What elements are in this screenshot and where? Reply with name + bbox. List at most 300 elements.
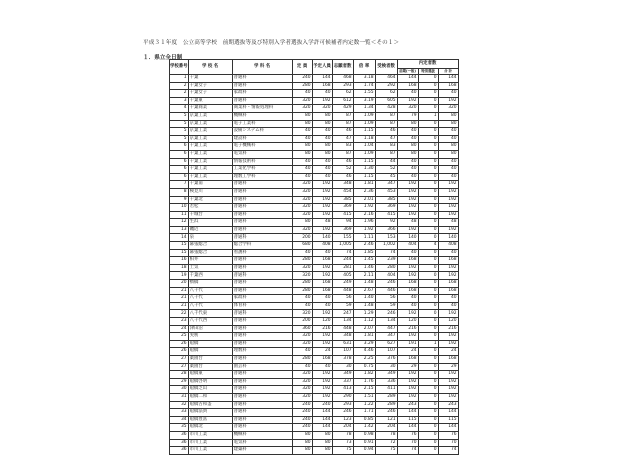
- cell-department: 工業化学科: [232, 166, 292, 174]
- cell-school-name: 市川工業: [188, 431, 232, 439]
- cell-offers-special: 0: [418, 226, 438, 234]
- cell-offers-special: 0: [418, 196, 438, 204]
- cell-offers-total: 192: [438, 97, 458, 105]
- cell-applicants: 612: [332, 97, 353, 105]
- cell-planned: 40: [312, 249, 332, 257]
- header-school-number: 学校番号: [170, 60, 189, 75]
- cell-department: 普通科: [232, 211, 292, 219]
- cell-applicants: 62: [332, 90, 353, 98]
- table-row: [170, 226, 459, 234]
- cell-offers-general: 191: [397, 340, 418, 348]
- cell-school-name: 若松: [188, 204, 232, 212]
- cell-capacity: 240: [292, 409, 312, 417]
- cell-offers-special: 0: [418, 90, 438, 98]
- cell-school-name: 検見川: [188, 188, 232, 196]
- cell-offers-general: 40: [397, 302, 418, 310]
- cell-ratio: 1.15: [353, 173, 375, 181]
- cell-school-number: 36: [170, 439, 189, 447]
- cell-offers-special: 0: [418, 439, 438, 447]
- cell-department: 普通科: [232, 340, 292, 348]
- cell-planned: 40: [312, 166, 332, 174]
- cell-examinees: 153: [375, 234, 397, 242]
- cell-capacity: 320: [292, 272, 312, 280]
- cell-department: 普通科: [232, 401, 292, 409]
- cell-applicants: 47: [332, 135, 353, 143]
- cell-offers-general: 192: [397, 211, 418, 219]
- cell-offers-total: 76: [438, 431, 458, 439]
- cell-department: 家政科: [232, 295, 292, 303]
- cell-examinees: 75: [375, 447, 397, 455]
- cell-applicants: 30: [332, 363, 353, 371]
- cell-applicants: 249: [332, 280, 353, 288]
- table-row: [170, 181, 459, 189]
- cell-examinees: 605: [375, 97, 397, 105]
- cell-offers-general: 320: [397, 105, 418, 113]
- cell-offers-special: 0: [418, 211, 438, 219]
- cell-school-number: 35: [170, 424, 189, 432]
- cell-examinees: 62: [375, 90, 397, 98]
- table-row: [170, 424, 459, 432]
- cell-offers-special: 0: [418, 97, 438, 105]
- cell-applicants: 349: [332, 371, 353, 379]
- cell-offers-general: 192: [397, 196, 418, 204]
- cell-school-number: 7: [170, 181, 189, 189]
- cell-examinees: 404: [375, 272, 397, 280]
- table-row: [170, 439, 459, 447]
- cell-planned: 168: [312, 280, 332, 288]
- table-row: [170, 257, 459, 265]
- cell-applicants: 107: [332, 348, 353, 356]
- cell-ratio: 1.48: [353, 280, 375, 288]
- cell-applicants: 134: [332, 318, 353, 326]
- cell-applicants: 46: [332, 128, 353, 136]
- cell-capacity: 80: [292, 219, 312, 227]
- cell-school-number: 11: [170, 211, 189, 219]
- cell-examinees: 464: [375, 75, 397, 83]
- cell-department: 普通科: [232, 188, 292, 196]
- table-row: [170, 348, 459, 356]
- cell-school-name: 船橋法典: [188, 409, 232, 417]
- cell-planned: 80: [312, 447, 332, 455]
- cell-capacity: 280: [292, 355, 312, 363]
- cell-planned: 140: [312, 234, 332, 242]
- table-row: [170, 333, 459, 341]
- cell-department: 情報技術科: [232, 158, 292, 166]
- cell-school-number: 22: [170, 310, 189, 318]
- cell-department: 体育科: [232, 302, 292, 310]
- cell-school-name: 船橋二和: [188, 393, 232, 401]
- cell-school-name: 千葉: [188, 75, 232, 83]
- header-examinees: 受検者数: [375, 60, 397, 75]
- cell-applicants: 348: [332, 181, 353, 189]
- cell-examinees: 289: [375, 401, 397, 409]
- table-row: [170, 196, 459, 204]
- table-row: [170, 371, 459, 379]
- cell-department: 普通科: [232, 318, 292, 326]
- cell-capacity: 320: [292, 226, 312, 234]
- cell-offers-special: 0: [418, 325, 438, 333]
- cell-examinees: 446: [375, 287, 397, 295]
- cell-planned: 192: [312, 204, 332, 212]
- cell-planned: 40: [312, 135, 332, 143]
- cell-school-name: 船橋北: [188, 424, 232, 432]
- cell-school-name: 泉: [188, 234, 232, 242]
- cell-offers-special: 0: [418, 234, 438, 242]
- cell-offers-special: 0: [418, 295, 438, 303]
- cell-ratio: 1.55: [353, 90, 375, 98]
- cell-offers-total: 192: [438, 188, 458, 196]
- cell-offers-general: 80: [397, 143, 418, 151]
- cell-department: 普通科: [232, 333, 292, 341]
- cell-examinees: 453: [375, 188, 397, 196]
- cell-department: 総合学科: [232, 242, 292, 250]
- header-offers-special: 特別選抜: [418, 69, 438, 75]
- cell-offers-total: 24: [438, 348, 458, 356]
- cell-examinees: 376: [375, 355, 397, 363]
- cell-school-name: 柏井: [188, 257, 232, 265]
- cell-planned: 80: [312, 120, 332, 128]
- cell-offers-total: 115: [438, 416, 458, 424]
- table-row: [170, 128, 459, 136]
- cell-offers-general: 192: [397, 371, 418, 379]
- cell-offers-general: 168: [397, 257, 418, 265]
- cell-capacity: 80: [292, 431, 312, 439]
- cell-capacity: 320: [292, 204, 312, 212]
- cell-school-name: 千葉工業: [188, 158, 232, 166]
- cell-department: 商業科・情報処理科: [232, 105, 292, 113]
- cell-offers-total: 192: [438, 386, 458, 394]
- cell-offers-total: 168: [438, 287, 458, 295]
- cell-school-name: 磯辺: [188, 226, 232, 234]
- table-row: [170, 401, 459, 409]
- cell-school-number: 21: [170, 287, 189, 295]
- cell-offers-general: 80: [397, 120, 418, 128]
- cell-school-name: 市川工業: [188, 447, 232, 455]
- cell-offers-special: 0: [418, 143, 438, 151]
- cell-planned: 48: [312, 219, 332, 227]
- cell-examinees: 44: [375, 158, 397, 166]
- cell-offers-total: 80: [438, 143, 458, 151]
- cell-planned: 192: [312, 272, 332, 280]
- cell-capacity: 200: [292, 234, 312, 242]
- cell-school-name: 千葉南: [188, 181, 232, 189]
- cell-planned: 40: [312, 90, 332, 98]
- table-row: [170, 363, 459, 371]
- cell-examinees: 30: [375, 363, 397, 371]
- table-row: [170, 234, 459, 242]
- cell-offers-general: 192: [397, 310, 418, 318]
- header-capacity: 定 員: [292, 60, 312, 75]
- cell-offers-general: 120: [397, 318, 418, 326]
- cell-ratio: 2.15: [353, 386, 375, 394]
- cell-offers-special: 0: [418, 264, 438, 272]
- header-offers-general: 前期(一般): [397, 69, 418, 75]
- cell-ratio: 1.96: [353, 219, 375, 227]
- cell-offers-general: 40: [397, 135, 418, 143]
- cell-applicants: 413: [332, 386, 353, 394]
- table-row: [170, 173, 459, 181]
- cell-school-name: 千葉商業: [188, 105, 232, 113]
- cell-capacity: 360: [292, 325, 312, 333]
- cell-offers-total: 144: [438, 424, 458, 432]
- cell-offers-total: 192: [438, 371, 458, 379]
- cell-department: 普通科: [232, 257, 292, 265]
- cell-offers-special: 0: [418, 424, 438, 432]
- cell-department: 普通科: [232, 226, 292, 234]
- cell-school-name: 千葉東: [188, 97, 232, 105]
- cell-examinees: 428: [375, 105, 397, 113]
- cell-school-name: 薬園台: [188, 363, 232, 371]
- cell-offers-general: 144: [397, 424, 418, 432]
- cell-planned: 40: [312, 363, 332, 371]
- cell-capacity: 320: [292, 211, 312, 219]
- cell-examinees: 47: [375, 135, 397, 143]
- cell-ratio: 1.34: [353, 105, 375, 113]
- cell-school-number: 32: [170, 401, 189, 409]
- cell-department: 電気科: [232, 150, 292, 158]
- cell-offers-general: 168: [397, 355, 418, 363]
- cell-school-number: 29: [170, 378, 189, 386]
- cell-offers-general: 192: [397, 181, 418, 189]
- cell-capacity: 320: [292, 310, 312, 318]
- cell-applicants: 337: [332, 378, 353, 386]
- cell-offers-total: 40: [438, 249, 458, 257]
- cell-examinees: 246: [375, 310, 397, 318]
- cell-offers-general: 144: [397, 75, 418, 83]
- cell-offers-total: 192: [438, 226, 458, 234]
- cell-planned: 192: [312, 310, 332, 318]
- cell-offers-special: 0: [418, 447, 438, 455]
- cell-department: 普通科: [232, 204, 292, 212]
- cell-department: 普通科: [232, 409, 292, 417]
- cell-department: 普通科: [232, 97, 292, 105]
- cell-planned: 80: [312, 112, 332, 120]
- cell-offers-general: 168: [397, 287, 418, 295]
- cell-planned: 320: [312, 105, 332, 113]
- header-ratio: 倍 率: [353, 60, 375, 75]
- cell-planned: 192: [312, 264, 332, 272]
- document-title: 平成３１年度 公立高等学校 前期選抜等及び特別入学者選抜入学許可候補者内定数一覧＜その１＞: [143, 40, 400, 46]
- cell-school-name: 千城台: [188, 211, 232, 219]
- cell-offers-special: 0: [418, 166, 438, 174]
- cell-capacity: 320: [292, 264, 312, 272]
- cell-examinees: 52: [375, 166, 397, 174]
- cell-offers-general: 74: [397, 447, 418, 455]
- cell-offers-total: 408: [438, 242, 458, 250]
- cell-offers-total: 192: [438, 340, 458, 348]
- table-row: [170, 272, 459, 280]
- cell-ratio: 1.40: [353, 295, 375, 303]
- cell-ratio: 3.18: [353, 75, 375, 83]
- table-row: [170, 431, 459, 439]
- cell-offers-total: 192: [438, 181, 458, 189]
- cell-school-name: 八千代: [188, 295, 232, 303]
- cell-capacity: 320: [292, 340, 312, 348]
- cell-applicants: 385: [332, 196, 353, 204]
- cell-offers-special: 0: [418, 173, 438, 181]
- cell-offers-general: 192: [397, 333, 418, 341]
- cell-planned: 192: [312, 386, 332, 394]
- cell-school-name: 土気: [188, 264, 232, 272]
- table-row: [170, 416, 459, 424]
- cell-examinees: 83: [375, 143, 397, 151]
- cell-offers-total: 192: [438, 310, 458, 318]
- cell-capacity: 320: [292, 393, 312, 401]
- cell-offers-general: 243: [397, 401, 418, 409]
- cell-department: 普通科: [232, 325, 292, 333]
- cell-offers-general: 192: [397, 97, 418, 105]
- cell-applicants: 247: [332, 310, 353, 318]
- cell-examinees: 87: [375, 150, 397, 158]
- cell-school-number: 6: [170, 158, 189, 166]
- cell-examinees: 72: [375, 439, 397, 447]
- cell-offers-total: 192: [438, 204, 458, 212]
- cell-capacity: 40: [292, 135, 312, 143]
- table-row: [170, 393, 459, 401]
- cell-examinees: 347: [375, 333, 397, 341]
- cell-school-number: 27: [170, 355, 189, 363]
- cell-offers-general: 192: [397, 204, 418, 212]
- cell-offers-general: 70: [397, 439, 418, 447]
- cell-offers-special: 0: [418, 431, 438, 439]
- cell-capacity: 240: [292, 75, 312, 83]
- cell-school-number: 31: [170, 393, 189, 401]
- cell-offers-special: 0: [418, 75, 438, 83]
- cell-department: 園芸科: [232, 363, 292, 371]
- cell-department: 普通科: [232, 393, 292, 401]
- cell-planned: 192: [312, 371, 332, 379]
- cell-school-number: 24: [170, 325, 189, 333]
- cell-ratio: 0.98: [353, 431, 375, 439]
- cell-offers-special: 0: [418, 333, 438, 341]
- cell-offers-special: 0: [418, 409, 438, 417]
- cell-school-number: 18: [170, 264, 189, 272]
- table-row: [170, 340, 459, 348]
- cell-capacity: 80: [292, 112, 312, 120]
- cell-school-name: 千葉女子: [188, 82, 232, 90]
- cell-offers-total: 48: [438, 219, 458, 227]
- cell-offers-total: 192: [438, 378, 458, 386]
- cell-ratio: 0.85: [353, 416, 375, 424]
- cell-examinees: 289: [375, 393, 397, 401]
- cell-ratio: 2.11: [353, 272, 375, 280]
- cell-school-name: 船橋芝山: [188, 386, 232, 394]
- table-row: [170, 249, 459, 257]
- cell-offers-total: 40: [438, 135, 458, 143]
- header-school-name: 学 校 名: [188, 60, 232, 75]
- cell-offers-special: 0: [418, 302, 438, 310]
- cell-offers-total: 40: [438, 302, 458, 310]
- cell-planned: 80: [312, 150, 332, 158]
- table-row: [170, 105, 459, 113]
- cell-planned: 168: [312, 355, 332, 363]
- cell-planned: 40: [312, 158, 332, 166]
- cell-school-number: 5: [170, 135, 189, 143]
- cell-ratio: 1.85: [353, 249, 375, 257]
- cell-planned: 80: [312, 431, 332, 439]
- cell-planned: 144: [312, 416, 332, 424]
- cell-examinees: 239: [375, 257, 397, 265]
- header-department: 学 科 名: [232, 60, 292, 75]
- cell-capacity: 80: [292, 447, 312, 455]
- cell-ratio: 1.09: [353, 150, 375, 158]
- table-row: [170, 158, 459, 166]
- cell-ratio: 3.19: [353, 97, 375, 105]
- cell-school-number: 6: [170, 173, 189, 181]
- cell-planned: 40: [312, 295, 332, 303]
- cell-applicants: 204: [332, 424, 353, 432]
- cell-offers-special: 0: [418, 355, 438, 363]
- cell-school-name: 船橋豊富: [188, 416, 232, 424]
- cell-examinees: 627: [375, 340, 397, 348]
- cell-department: 普通科: [232, 234, 292, 242]
- cell-offers-general: 40: [397, 249, 418, 257]
- cell-planned: 192: [312, 393, 332, 401]
- cell-school-number: 12: [170, 219, 189, 227]
- cell-examinees: 45: [375, 173, 397, 181]
- cell-ratio: 1.09: [353, 120, 375, 128]
- cell-school-number: 36: [170, 447, 189, 455]
- cell-capacity: 40: [292, 249, 312, 257]
- cell-examinees: 349: [375, 371, 397, 379]
- cell-department: 電子機械科: [232, 143, 292, 151]
- cell-offers-general: 79: [397, 112, 418, 120]
- cell-capacity: 40: [292, 128, 312, 136]
- cell-applicants: 369: [332, 226, 353, 234]
- cell-department: 普通科: [232, 75, 292, 83]
- cell-school-number: 5: [170, 120, 189, 128]
- cell-offers-general: 140: [397, 234, 418, 242]
- cell-department: 普通科: [232, 196, 292, 204]
- cell-school-number: 33: [170, 409, 189, 417]
- cell-school-number: 23: [170, 318, 189, 326]
- cell-school-name: 幕張総合: [188, 249, 232, 257]
- cell-planned: 168: [312, 82, 332, 90]
- cell-offers-total: 70: [438, 439, 458, 447]
- table-row: [170, 242, 459, 250]
- table-row: [170, 280, 459, 288]
- cell-ratio: 1.81: [353, 181, 375, 189]
- cell-ratio: 1.81: [353, 333, 375, 341]
- cell-ratio: 1.18: [353, 135, 375, 143]
- header-planned: 予定人員: [312, 60, 332, 75]
- cell-applicants: 73: [332, 439, 353, 447]
- header-applicants: 志願者数: [332, 60, 353, 75]
- cell-department: 建設科: [232, 135, 292, 143]
- table-row: [170, 447, 459, 455]
- cell-offers-total: 40: [438, 128, 458, 136]
- cell-applicants: 415: [332, 211, 353, 219]
- cell-offers-total: 80: [438, 112, 458, 120]
- cell-offers-total: 168: [438, 82, 458, 90]
- cell-applicants: 429: [332, 105, 353, 113]
- cell-capacity: 40: [292, 302, 312, 310]
- section-heading: １．県立全日制: [143, 55, 183, 61]
- cell-planned: 192: [312, 226, 332, 234]
- cell-applicants: 454: [332, 188, 353, 196]
- cell-department: 普通科: [232, 310, 292, 318]
- cell-capacity: 200: [292, 318, 312, 326]
- cell-capacity: 40: [292, 173, 312, 181]
- cell-school-name: 千葉北: [188, 196, 232, 204]
- cell-planned: 216: [312, 325, 332, 333]
- cell-planned: 40: [312, 128, 332, 136]
- cell-capacity: 80: [292, 439, 312, 447]
- cell-offers-total: 40: [438, 90, 458, 98]
- cell-school-name: 八千代: [188, 302, 232, 310]
- cell-offers-total: 144: [438, 409, 458, 417]
- cell-school-number: 10: [170, 204, 189, 212]
